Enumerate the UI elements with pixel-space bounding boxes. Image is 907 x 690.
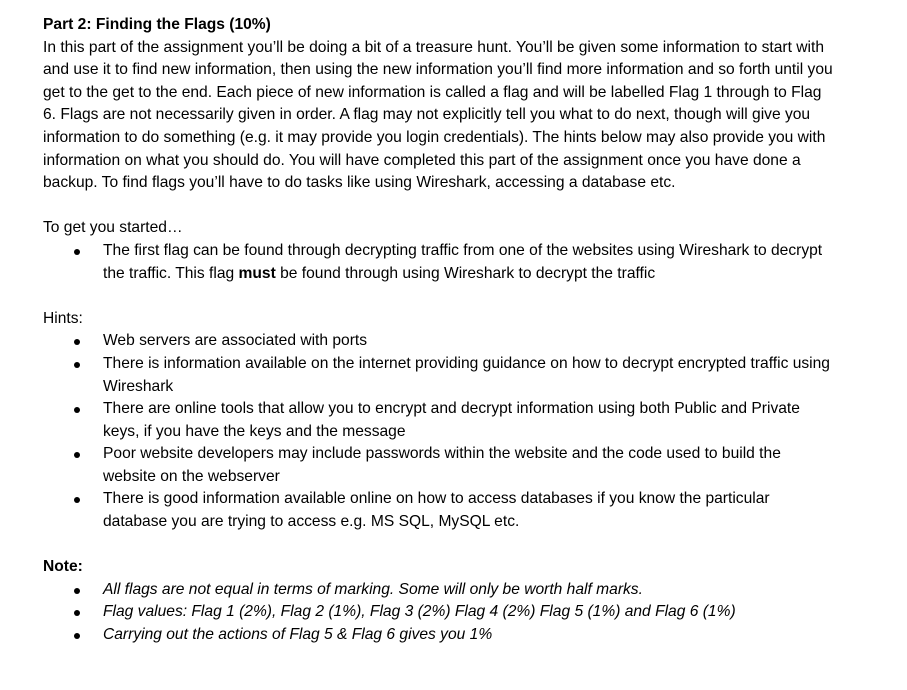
bullet-icon [74,497,80,503]
list-item [43,398,833,443]
first-flag-text-bold: must [238,264,276,282]
note-list [43,579,833,647]
list-item [43,353,833,398]
intro-paragraph: In this part of the assignment you’ll be doing a bit of a treasure hunt. You’ll be given some information to start with and use it to find new information, then using the new information you’ll find more information and so forth until you get to the get to the end. Each piece of new information is called a flag and will be labelled Flag 1 through to Flag 6. Flags are not necessarily given in order. A flag may not explicitly tell you what to do next, though will give you information to do something (e.g. it may provide you login credentials). The hints below may also provide you with information on what you should do. You will have completed this part of the assignment once you have done a backup. To find flags you’ll have to do tasks like using Wireshark, accessing a database etc. [43,38,833,192]
bullet-icon [74,452,80,458]
hints-list [43,330,833,533]
bullet-icon [74,407,80,413]
note-text: Carrying out the actions of Flag 5 & Flag 6 gives you 1% [103,626,493,644]
list-item [43,240,833,285]
list-item [43,601,833,624]
blank-line [43,285,833,308]
get-started-list [43,240,833,285]
first-flag-text-after: be found through using Wireshark to decrypt the traffic [275,264,656,282]
blank-line [43,195,833,218]
hint-text: Web servers are associated with ports [103,332,368,350]
bullet-icon [74,249,80,255]
hint-text: There are online tools that allow you to encrypt and decrypt information using both Public and Private keys, if you have the keys and the message [103,400,800,440]
first-flag-text-before: The first flag can be found through decrypting traffic from one of the websites using Wireshark to decrypt the traffic. This flag [103,241,823,282]
note-label: Note: [43,558,83,576]
blank-line [43,534,833,557]
hints-label: Hints: [43,309,83,327]
list-item [43,624,833,647]
bullet-icon [74,339,80,345]
bullet-icon [74,362,80,368]
bullet-icon [74,610,80,616]
bullet-icon [74,633,80,639]
hint-text: There is good information available online on how to access databases if you know the particular database you are trying to access e.g. MS SQL, MySQL etc. [103,490,770,531]
hint-text: Poor website developers may include passwords within the website and the code used to build the website on the webserver [103,445,781,485]
note-text: Flag values: Flag 1 (2%), Flag 2 (1%), Flag 3 (2%) Flag 4 (2%) Flag 5 (1%) and Flag 6 (1%) [103,603,736,621]
hint-text: There is information available on the internet providing guidance on how to decrypt encrypted traffic using Wireshark [103,354,830,395]
section-heading: Part 2: Finding the Flags (10%) [43,16,271,33]
list-item [43,443,833,488]
note-text: All flags are not equal in terms of marking. Some will only be worth half marks. [103,580,643,598]
list-item [43,488,833,533]
list-item [43,330,833,353]
bullet-icon [74,588,80,594]
document-body [43,14,833,647]
list-item [43,579,833,602]
get-started-label: To get you started… [43,219,183,237]
